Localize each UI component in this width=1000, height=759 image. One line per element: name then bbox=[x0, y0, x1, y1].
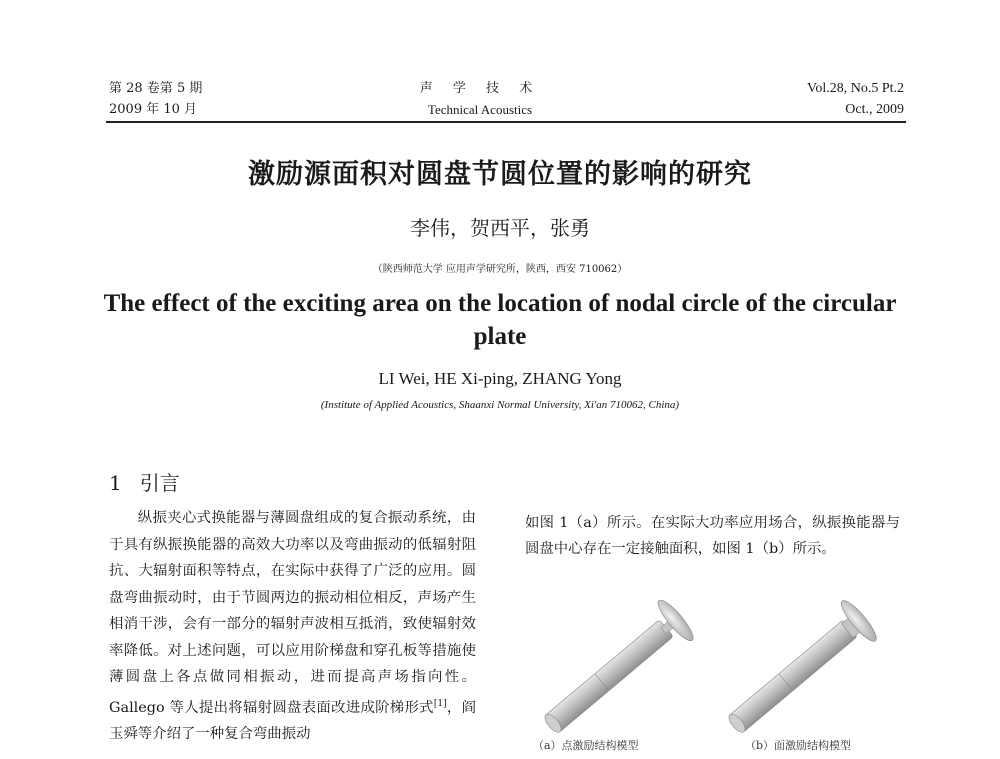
date-cn: 2009 年 10 月 bbox=[109, 102, 198, 117]
journal-name-en: Technical Acoustics bbox=[427, 102, 533, 117]
section-number: 1 bbox=[109, 471, 122, 495]
figure-caption-a: （a）点激励结构模型 bbox=[533, 739, 639, 752]
date-en: Oct., 2009 bbox=[845, 102, 904, 117]
journal-name-cn: 声 学 技 术 bbox=[419, 81, 541, 96]
paper-title-en: The effect of the exciting area on the location of nodal circle of the circular plate bbox=[103, 290, 897, 350]
section-title: 引言 bbox=[139, 471, 180, 495]
body-text-right: 如图 1（a）所示。在实际大功率应用场合，纵振换能器与圆盘中心存在一定接触面积，如图 1（b）所示。 bbox=[525, 515, 900, 557]
body-right-column bbox=[525, 510, 900, 562]
paper-title-cn: 激励源面积对圆盘节圆位置的影响的研究 bbox=[248, 159, 752, 190]
section-heading bbox=[109, 467, 180, 496]
affiliation-cn: （陕西师范大学 应用声学研究所，陕西，西安 710062） bbox=[372, 264, 628, 275]
header-left bbox=[109, 78, 202, 120]
figure-point-excitation bbox=[528, 600, 708, 740]
volume-cn: 第 28 卷第 5 期 bbox=[109, 81, 203, 96]
figure-caption-b: （b）面激励结构模型 bbox=[745, 739, 852, 752]
header-center bbox=[400, 78, 560, 120]
body-text-left-cont: ，阎玉舜等介绍了一种复合弯曲振动 bbox=[109, 699, 476, 742]
figure-area-excitation bbox=[712, 600, 892, 740]
volume-en: Vol.28, No.5 Pt.2 bbox=[807, 81, 904, 96]
authors-cn: 李伟，贺西平，张勇 bbox=[410, 216, 590, 240]
body-text-left: 纵振夹心式换能器与薄圆盘组成的复合振动系统，由于具有纵振换能器的高效大功率以及弯曲振动的低辐射阻抗、大辐射面积等特点，在实际中获得了广泛的应用。圆盘弯曲振动时，由于节圆两边的振动相位相反，声场产生相消干涉，会有一部分的辐射声波相互抵消，致使辐射效率降低。对上述问题，可以应用阶梯盘和穿孔板等措施使薄圆盘上各点做同相振动，进而提高声场指向性。Gallego 等人提出将辐射圆盘表面改进成阶梯形式 bbox=[109, 510, 476, 716]
body-left-column bbox=[109, 505, 476, 747]
affiliation-en: (Institute of Applied Acoustics, Shaanxi Normal University, Xi'an 710062, China) bbox=[320, 399, 680, 411]
authors-en: LI Wei, HE Xi-ping, ZHANG Yong bbox=[378, 369, 622, 388]
header-rule bbox=[106, 121, 906, 123]
header-right bbox=[807, 78, 904, 120]
citation-ref: [1] bbox=[433, 698, 447, 709]
